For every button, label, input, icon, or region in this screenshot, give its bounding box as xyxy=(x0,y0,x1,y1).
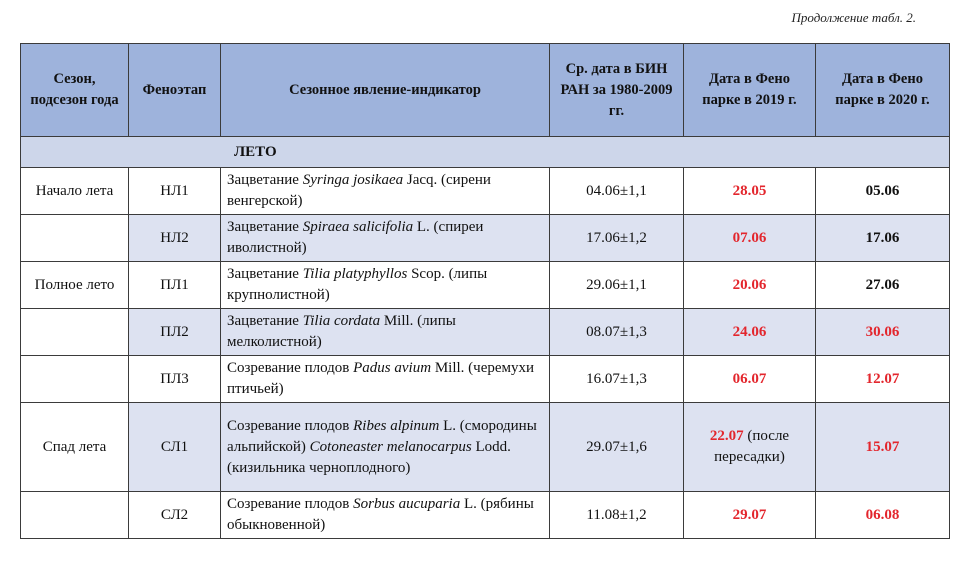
species-name: Tilia cordata xyxy=(302,313,381,329)
phenomenon-text: L. (спиреи иволистной) xyxy=(227,219,484,256)
season-cell xyxy=(21,309,129,356)
date-2019-cell: 06.07 xyxy=(684,356,816,403)
table-row xyxy=(21,403,950,492)
table-caption: Продолжение табл. 2. xyxy=(791,10,916,25)
species-name: Sorbus aucuparia xyxy=(353,496,461,512)
season-cell xyxy=(21,215,129,262)
header-stage: Феноэтап xyxy=(129,44,221,137)
phenomenon-text: Зацветание xyxy=(227,219,303,235)
table-row xyxy=(21,262,950,309)
date-2020-cell: 27.06 xyxy=(816,262,950,309)
phenomenon-cell xyxy=(221,492,550,539)
species-name: Cotoneaster melanocarpus xyxy=(309,438,472,455)
table-row xyxy=(21,492,950,539)
phenomenon-text: Созревание плодов xyxy=(227,360,354,376)
table-row xyxy=(21,168,950,215)
header-season: Сезон, подсезон года xyxy=(21,44,129,137)
date-2019-note: (после пересадки) xyxy=(714,428,790,465)
season-cell: Полное лето xyxy=(21,262,129,309)
average-date-cell: 11.08±1,2 xyxy=(550,492,684,539)
table-row xyxy=(21,356,950,403)
phenomenon-cell xyxy=(221,403,550,492)
date-2019-value: 22.07 xyxy=(709,428,744,444)
phenomenon-cell xyxy=(221,309,550,356)
species-name: Syringa josikaea xyxy=(302,172,404,188)
average-date-cell: 29.07±1,6 xyxy=(550,403,684,492)
phenomenon-text: Scop. (липы крупнолистной) xyxy=(227,266,488,303)
date-2019-cell: 28.05 xyxy=(684,168,816,215)
date-2019-cell: 20.06 xyxy=(684,262,816,309)
season-cell xyxy=(21,492,129,539)
phenomenon-cell xyxy=(221,356,550,403)
header-date-2019: Дата в Фено парке в 2019 г. xyxy=(684,44,816,137)
phenomenon-text: L. (смородины альпийской) xyxy=(227,417,537,455)
date-2019-cell: 24.06 xyxy=(684,309,816,356)
date-2020-cell: 17.06 xyxy=(816,215,950,262)
section-title: ЛЕТО xyxy=(21,137,950,168)
date-2020-cell: 15.07 xyxy=(816,403,950,492)
phenomenon-text: Созревание плодов xyxy=(227,417,354,434)
phenomenon-text: Mill. (липы мелколистной) xyxy=(227,313,456,350)
phenomenon-cell xyxy=(221,215,550,262)
average-date-cell: 16.07±1,3 xyxy=(550,356,684,403)
stage-cell: НЛ2 xyxy=(129,215,221,262)
date-2019-cell: 07.06 xyxy=(684,215,816,262)
phenomenon-text: Зацветание xyxy=(227,266,303,282)
stage-cell: СЛ1 xyxy=(129,403,221,492)
header-phenomenon: Сезонное явление-индикатор xyxy=(221,44,550,137)
phenomenon-cell xyxy=(221,262,550,309)
header-average-date: Ср. дата в БИН РАН за 1980-2009 гг. xyxy=(550,44,684,137)
stage-cell: ПЛ1 xyxy=(129,262,221,309)
phenomenon-text: Зацветание xyxy=(227,172,303,188)
date-2020-cell: 05.06 xyxy=(816,168,950,215)
phenomenon-text: L. (рябины обыкновенной) xyxy=(227,496,534,533)
date-2020-cell: 30.06 xyxy=(816,309,950,356)
phenomenon-text: Mill. (черемухи птичьей) xyxy=(227,360,535,397)
species-name: Tilia platyphyllos xyxy=(302,266,408,282)
stage-cell: ПЛ3 xyxy=(129,356,221,403)
date-2020-cell: 12.07 xyxy=(816,356,950,403)
phenology-table xyxy=(20,43,950,539)
species-name: Padus avium xyxy=(353,360,432,376)
phenomenon-cell xyxy=(221,168,550,215)
phenomenon-text: Jacq. (сирени венгерской) xyxy=(227,172,491,209)
stage-cell: СЛ2 xyxy=(129,492,221,539)
average-date-cell: 08.07±1,3 xyxy=(550,309,684,356)
season-cell: Спад лета xyxy=(21,403,129,492)
table-row xyxy=(21,309,950,356)
phenomenon-text: Lodd. (кизильника черноплодного) xyxy=(227,438,511,476)
average-date-cell: 17.06±1,2 xyxy=(550,215,684,262)
section-row xyxy=(21,137,950,168)
average-date-cell: 04.06±1,1 xyxy=(550,168,684,215)
date-2020-cell: 06.08 xyxy=(816,492,950,539)
average-date-cell: 29.06±1,1 xyxy=(550,262,684,309)
table-header-row xyxy=(21,44,950,137)
species-name: Spiraea salicifolia xyxy=(302,219,414,235)
stage-cell: НЛ1 xyxy=(129,168,221,215)
season-cell: Начало лета xyxy=(21,168,129,215)
date-2019-cell xyxy=(684,403,816,492)
stage-cell: ПЛ2 xyxy=(129,309,221,356)
phenomenon-text: Зацветание xyxy=(227,313,303,329)
header-date-2020: Дата в Фено парке в 2020 г. xyxy=(816,44,950,137)
date-2019-cell: 29.07 xyxy=(684,492,816,539)
phenomenon-text: Созревание плодов xyxy=(227,496,354,512)
season-cell xyxy=(21,356,129,403)
table-row xyxy=(21,215,950,262)
species-name: Ribes alpinum xyxy=(353,417,440,434)
